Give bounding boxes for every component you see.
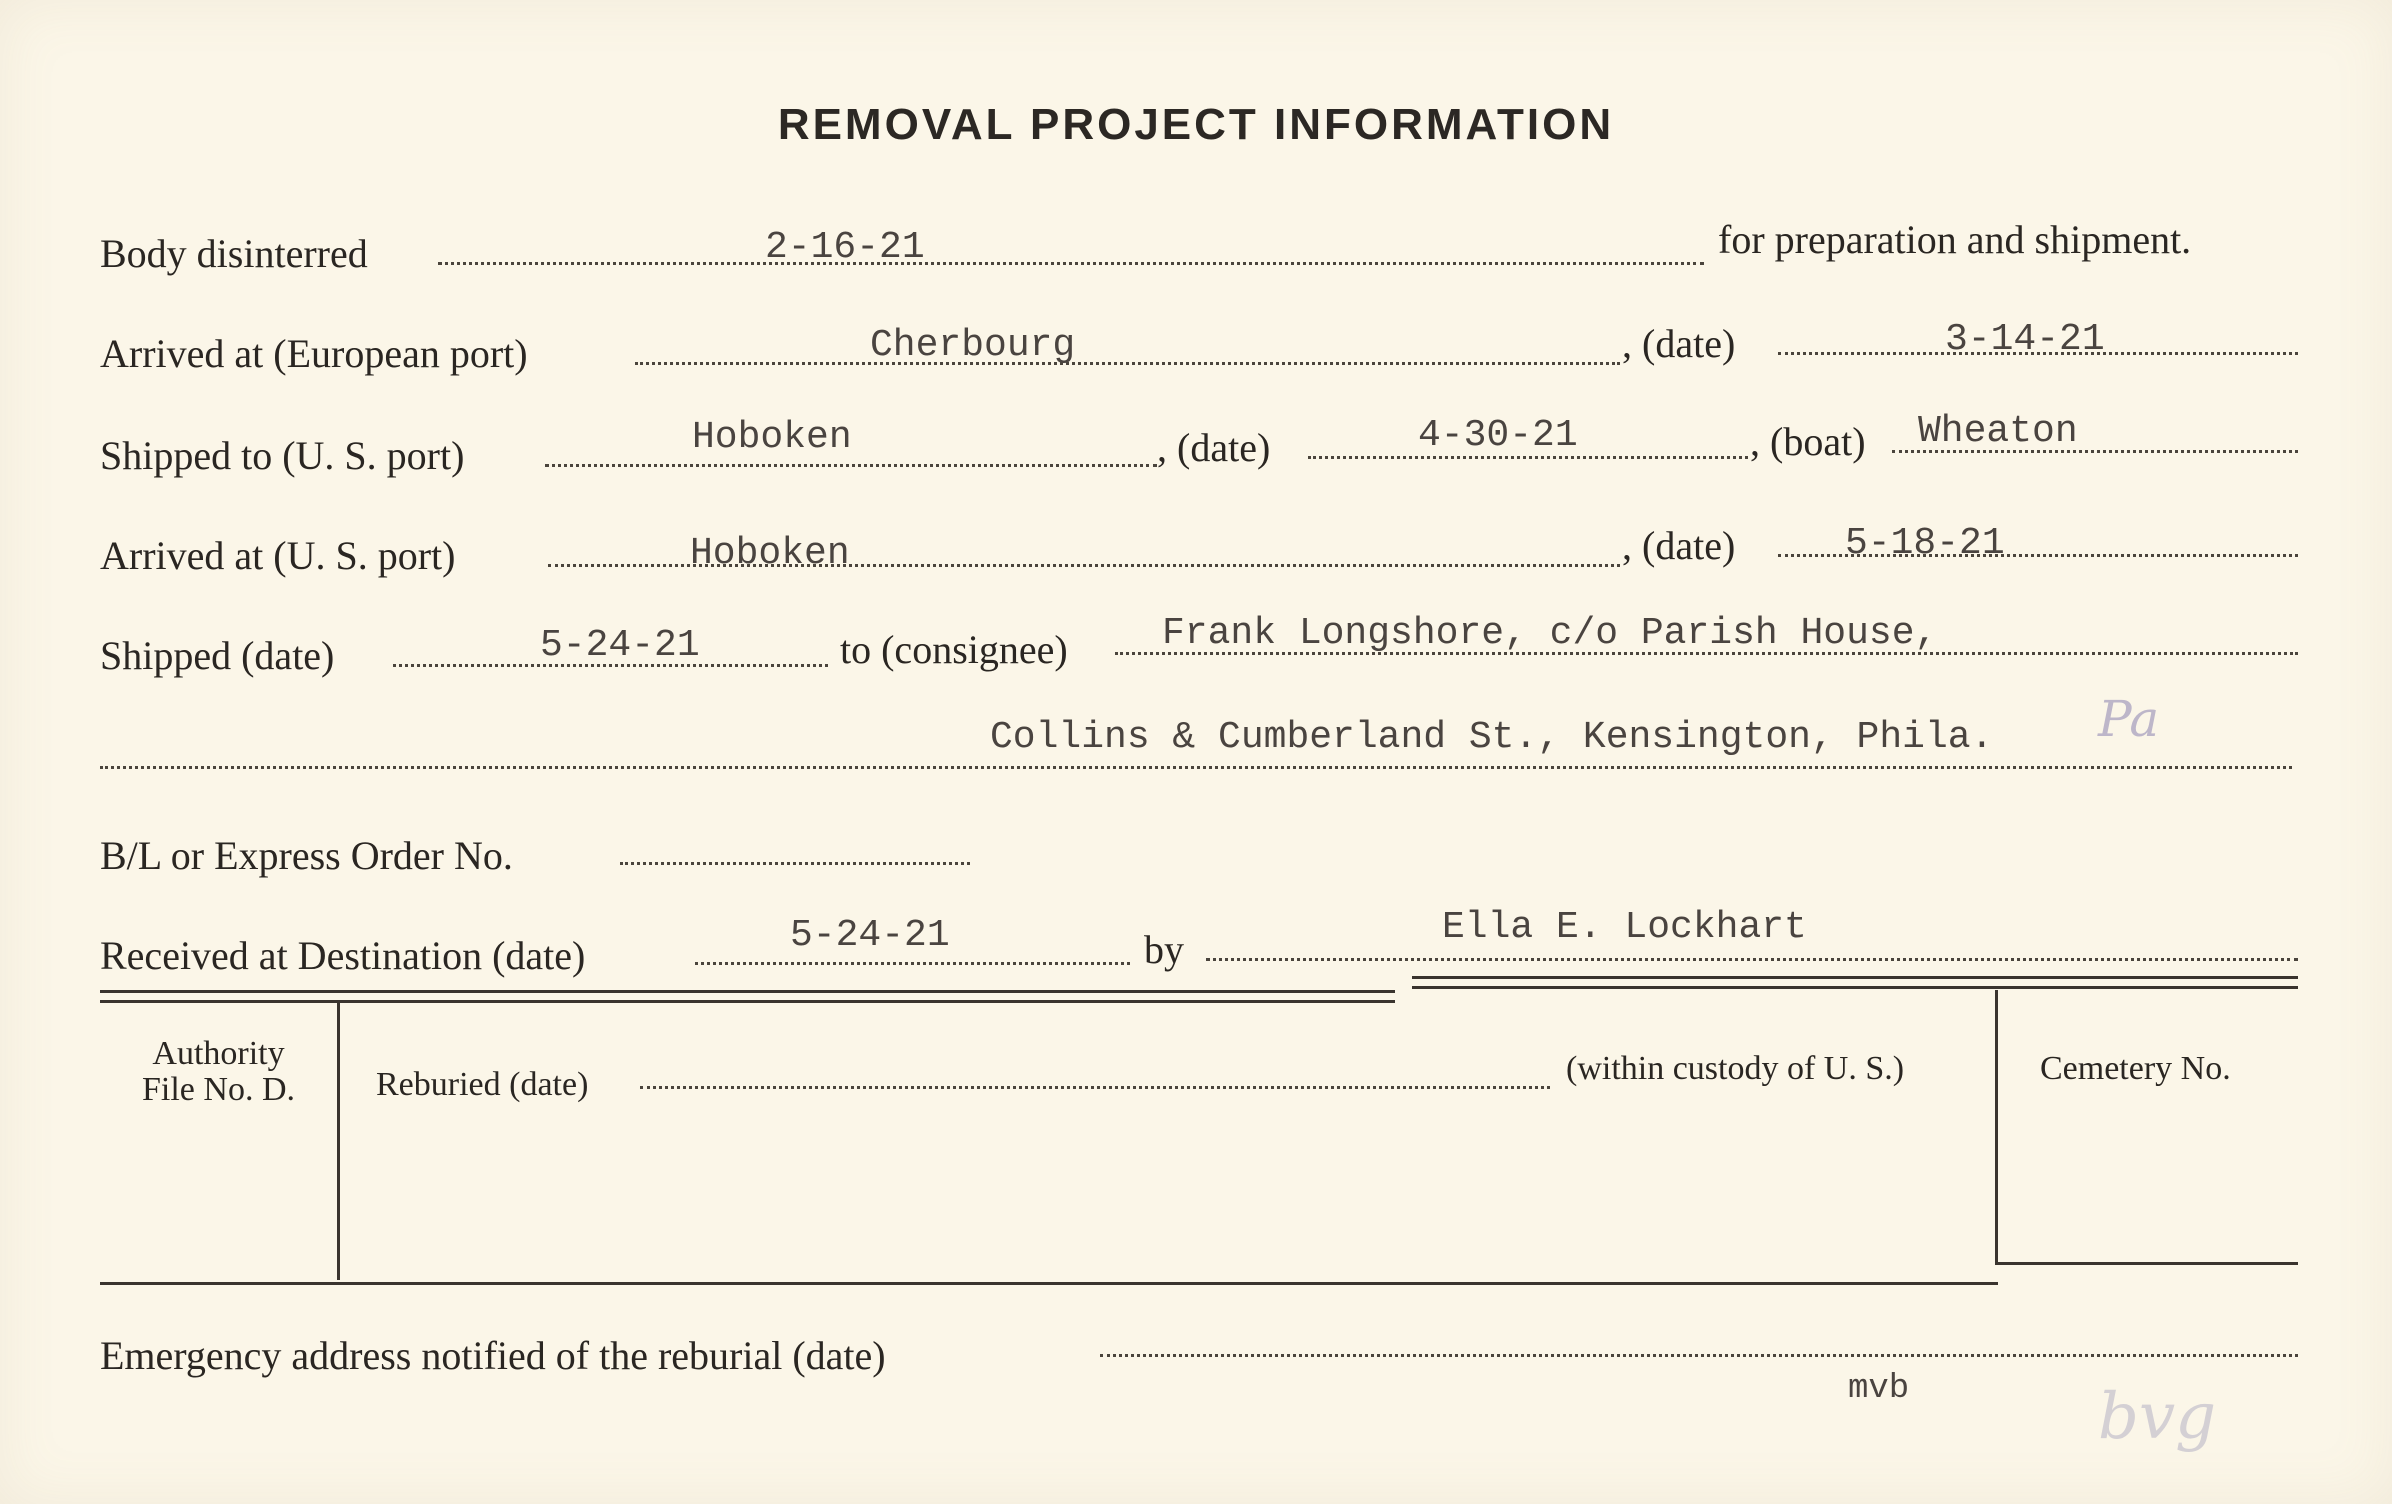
arrived-us-date: 5-18-21: [1845, 522, 2005, 565]
body-disinterred-label: Body disinterred: [100, 231, 368, 276]
consignee-address: Collins & Cumberland St., Kensington, Phila.: [990, 716, 1994, 759]
box-bottom-rule-right: [1995, 1262, 2298, 1265]
arrived-european-date: 3-14-21: [1945, 318, 2105, 361]
bl-order-label: B/L or Express Order No.: [100, 833, 513, 878]
shipped-date: 5-24-21: [540, 624, 700, 667]
body-disinterred-date: 2-16-21: [765, 226, 925, 269]
shipped-us-date: 4-30-21: [1418, 414, 1578, 457]
shipped-us-boat-label: , (boat): [1750, 419, 1866, 464]
authority-label-line2: File No. D.: [142, 1071, 295, 1108]
box-divider-right: [1995, 990, 1998, 1262]
box-divider-left: [337, 1003, 340, 1280]
shipped-us-port: Hoboken: [692, 416, 852, 459]
arrived-european-date-label: , (date): [1622, 321, 1736, 366]
body-disinterred-line: [438, 262, 1704, 265]
arrived-european-label: Arrived at (European port): [100, 331, 528, 376]
shipped-us-port-line: [545, 464, 1157, 467]
page-title: REMOVAL PROJECT INFORMATION: [777, 100, 1615, 149]
box-bottom-rule-left: [100, 1282, 1998, 1285]
emergency-line: [1100, 1354, 2298, 1357]
cemetery-no-label: Cemetery No.: [2040, 1050, 2231, 1087]
emergency-label: Emergency address notified of the reburial (date): [100, 1333, 886, 1378]
handwritten-initials: bvg: [2098, 1380, 2217, 1454]
reburied-label: Reburied (date): [376, 1066, 589, 1103]
received-label: Received at Destination (date): [100, 933, 586, 978]
consignee-line-2: [100, 766, 2292, 769]
received-date-line: [695, 962, 1130, 965]
arrived-us-port: Hoboken: [690, 532, 850, 575]
arrived-european-port-line: [635, 362, 1620, 365]
authority-file-label: [100, 1036, 337, 1108]
shipped-us-label: Shipped to (U. S. port): [100, 433, 465, 478]
authority-label-line1: Authority: [152, 1035, 285, 1072]
typist-initials: mvb: [1848, 1370, 1910, 1408]
consignee-name: Frank Longshore, c/o Parish House,: [1162, 612, 1938, 655]
double-rule-bottom-left: [100, 1000, 1395, 1003]
shipped-date-label: Shipped (date): [100, 633, 335, 678]
received-by-label: by: [1144, 927, 1184, 972]
received-date: 5-24-21: [790, 914, 950, 957]
shipped-us-boat: Wheaton: [1918, 410, 2078, 453]
double-rule-bottom-right: [1412, 986, 2298, 989]
received-by-line: [1206, 958, 2298, 961]
shipped-us-date-label: , (date): [1157, 425, 1271, 470]
arrived-us-date-label: , (date): [1622, 523, 1736, 568]
handwritten-state: Pa: [2098, 690, 2160, 748]
body-disinterred-suffix: for preparation and shipment.: [1718, 217, 2192, 262]
arrived-european-port: Cherbourg: [870, 324, 1076, 367]
reburied-line: [640, 1086, 1550, 1089]
custody-label: (within custody of U. S.): [1566, 1050, 1905, 1087]
bl-order-line: [620, 862, 970, 865]
consignee-label: to (consignee): [840, 627, 1068, 672]
arrived-us-label: Arrived at (U. S. port): [100, 533, 456, 578]
double-rule-top-left: [100, 990, 1395, 993]
double-rule-top-right: [1412, 976, 2298, 979]
received-by: Ella E. Lockhart: [1442, 906, 1807, 949]
